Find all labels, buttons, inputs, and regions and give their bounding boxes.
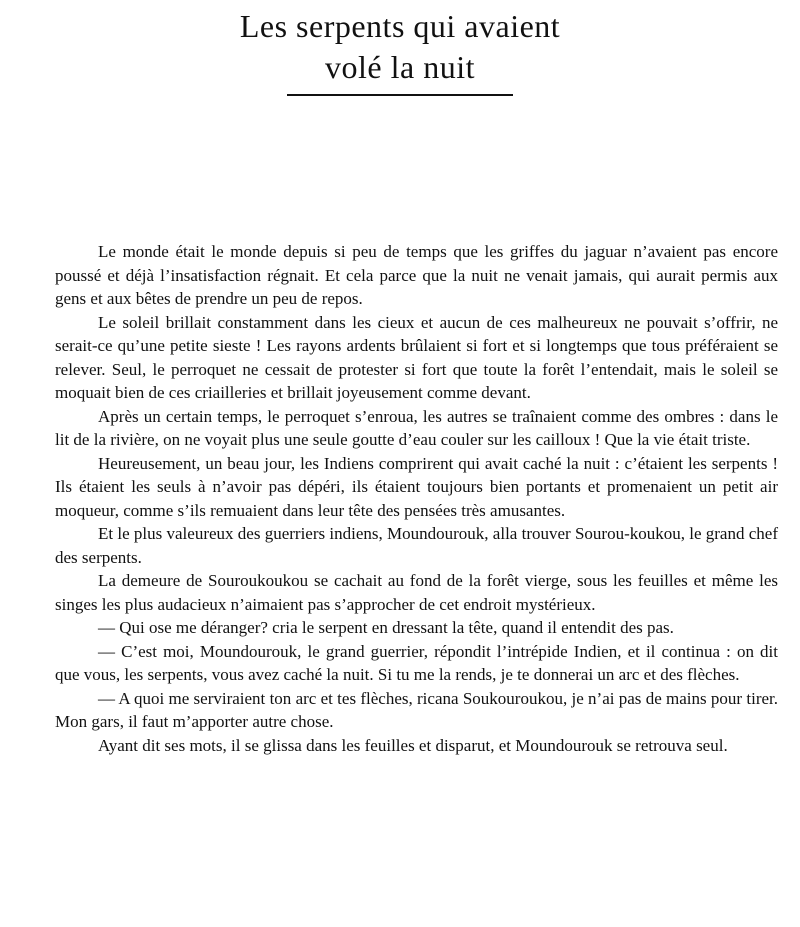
paragraph: La demeure de Souroukoukou se cachait au fond de la forêt vierge, sous les feuilles et même les singes les plus audacieux n’aimaient pas s’approcher de cet endroit mystérieux. <box>55 571 778 614</box>
paragraph: — Qui ose me déranger? cria le serpent en dressant la tête, quand il entendit des pas. <box>98 618 674 637</box>
paragraph: — C’est moi, Moundourouk, le grand guerrier, répondit l’intrépide Indien, et il continua : on dit que vous, les serpents, vous avez caché la nuit. Si tu me la rends, je te donnerai un arc et des flèches. <box>55 641 778 684</box>
paragraph: Après un certain temps, le perroquet s’enroua, les autres se traînaient comme des ombres : dans le lit de la rivière, on ne voyait plus une seule goutte d’eau couler sur les cailloux ! Que la vie était triste. <box>55 406 778 449</box>
story-body <box>55 240 778 757</box>
paragraph: Heureusement, un beau jour, les Indiens comprirent qui avait caché la nuit : c’étaient les serpents ! Ils étaient les seuls à n’avoir pas dépéri, ils étaient toujours bien portants et promenaient un petit air moqueur, comme s’ils remuaient dans leur tête des pensées très amusantes. <box>55 453 778 520</box>
title-line-1: Les serpents qui avaient <box>239 8 561 44</box>
paragraph: Ayant dit ses mots, il se glissa dans les feuilles et disparut, et Moundourouk se retrouva seul. <box>98 735 728 755</box>
paragraph: Le monde était le monde depuis si peu de temps que les griffes du jaguar n’avaient pas encore poussé et déjà l’insatisfaction régnait. Et cela parce que la nuit ne venait jamais, qui aurait permis aux gens et aux bêtes de prendre un peu de repos. <box>55 242 778 308</box>
page-title <box>0 6 800 88</box>
title-line-2: volé la nuit <box>325 49 475 85</box>
paragraph: Le soleil brillait constamment dans les cieux et aucun de ces malheureux ne pouvait s’offrir, ne serait-ce qu’une petite sieste ! Les rayons ardents brûlaient si fort et si longtemps que tous préféraient se relever. Seul, le perroquet ne cessait de protester si fort que toute la forêt l’entendait, mais le soleil se moquait bien de ces criailleries et brillait joyeusement comme devant. <box>55 312 778 402</box>
paragraph: — A quoi me serviraient ton arc et tes flèches, ricana Soukouroukou, je n’ai pas de mains pour tirer. Mon gars, il faut m’apporter autre chose. <box>55 688 778 731</box>
paragraph: Et le plus valeureux des guerriers indiens, Moundourouk, alla trouver Sourou-koukou, le grand chef des serpents. <box>55 524 778 567</box>
title-underline <box>287 94 513 96</box>
